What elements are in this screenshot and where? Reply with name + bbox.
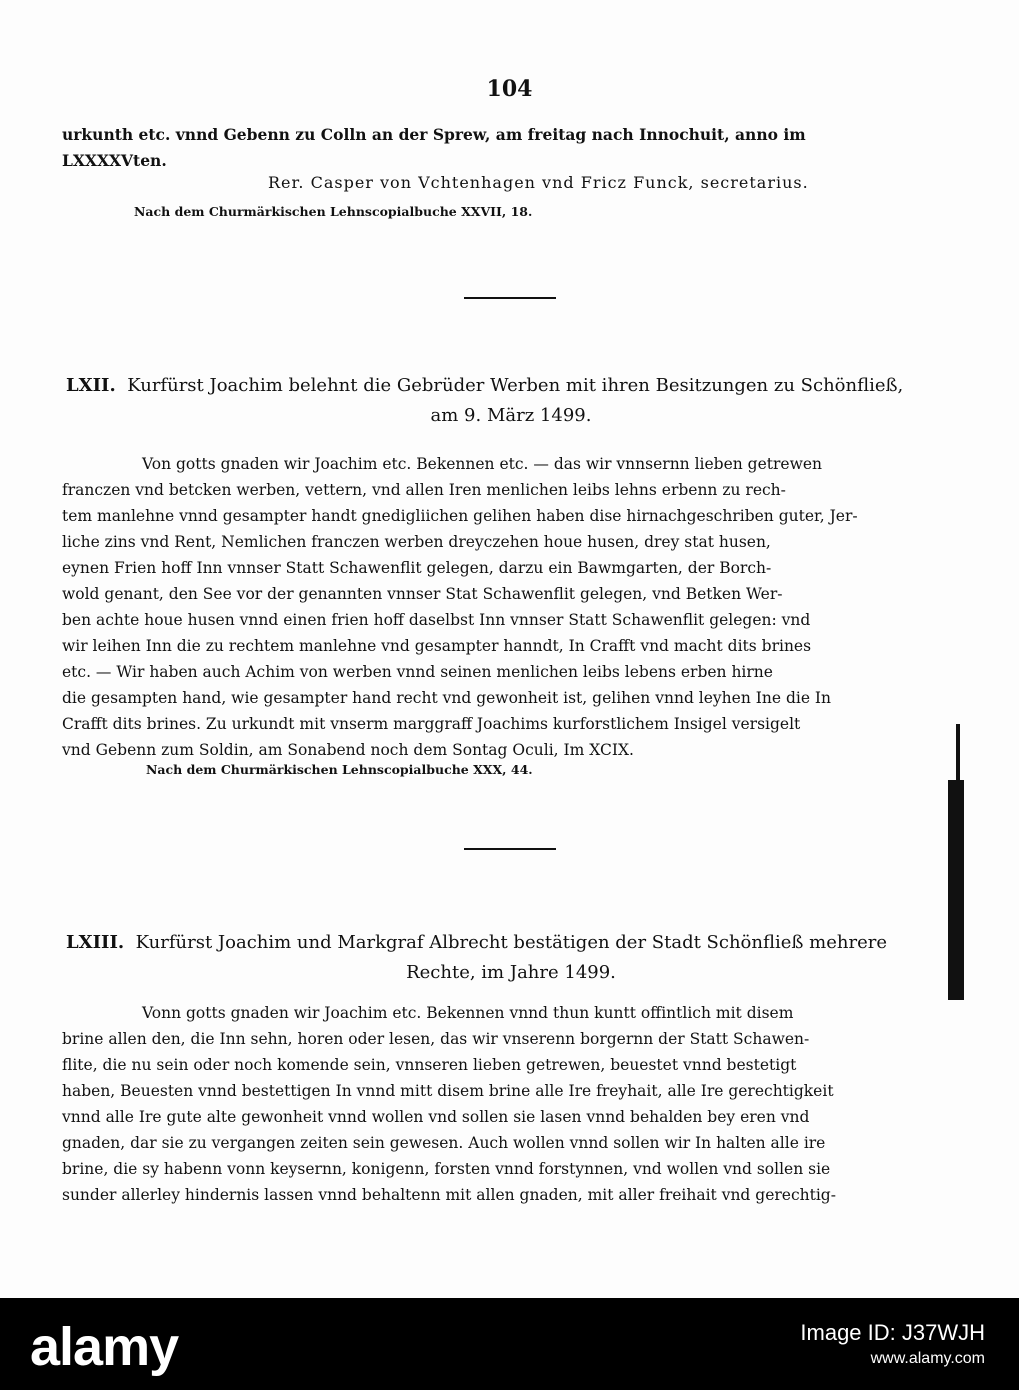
body-line: brine, die sy habenn vonn keysernn, konigenn, forsten vnnd forstynnen, vnd wollen vnd sollen sie bbox=[62, 1160, 831, 1178]
body-line: haben, Beuesten vnnd bestettigen In vnnd mitt disem brine alle Ire freyhait, alle Ire gerechtigkeit bbox=[62, 1082, 834, 1100]
scan-edge-shadow bbox=[948, 780, 964, 1000]
section-date-lxii: am 9. März 1499. bbox=[430, 405, 592, 426]
body-line: Von gotts gnaden wir Joachim etc. Bekennen etc. — das wir vnnsernn lieben getrewen bbox=[142, 455, 823, 473]
top-text-block bbox=[62, 122, 958, 174]
top-line-2: LXXXXVten. bbox=[62, 151, 167, 170]
body-line: tem manlehne vnnd gesampter handt gnedigliichen gelihen haben dise hirnachgeschriben guter, Jer- bbox=[62, 507, 858, 525]
scan-edge-mark bbox=[956, 724, 960, 784]
body-line: wold genant, den See vor der genannten vnnser Stat Schawenflit gelegen, vnd Betken Wer- bbox=[62, 585, 783, 603]
source-note-1: Nach dem Churmärkischen Lehnscopialbuche XXVII, 18. bbox=[134, 204, 533, 219]
section-divider-2 bbox=[464, 848, 556, 850]
section-number-lxiii: LXIII. bbox=[66, 932, 125, 953]
section-date-lxiii: Rechte, im Jahre 1499. bbox=[406, 962, 616, 983]
body-line: vnnd alle Ire gute alte gewonheit vnnd wollen vnd sollen sie lasen vnnd behalden bey eren vnd bbox=[62, 1108, 810, 1126]
body-line: ben achte houe husen vnnd einen frien hoff daselbst Inn vnnser Statt Schawenflit gelegen: vnd bbox=[62, 611, 811, 629]
signature-line: Rer. Casper von Vchtenhagen vnd Fricz Funck, secretarius. bbox=[268, 173, 809, 192]
body-line: flite, die nu sein oder noch komende sein, vnnseren lieben getrewen, beuestet vnnd bestetigt bbox=[62, 1056, 797, 1074]
image-id: Image ID: J37WJH bbox=[800, 1320, 985, 1345]
alamy-logo: alamy bbox=[30, 1317, 179, 1377]
page-number: 104 bbox=[486, 76, 533, 102]
body-line: die gesampten hand, wie gesampter hand recht vnd gewonheit ist, gelihen vnnd leyhen Ine die In bbox=[62, 689, 832, 707]
section-body-lxiii bbox=[62, 1000, 958, 1208]
section-title-lxiii: Kurfürst Joachim und Markgraf Albrecht bestätigen der Stadt Schönfließ mehrere bbox=[135, 932, 887, 953]
body-line: liche zins vnd Rent, Nemlichen franczen werben dreyczehen houe husen, drey stat husen, bbox=[62, 533, 771, 551]
body-line: brine allen den, die Inn sehn, horen oder lesen, das wir vnserenn borgernn der Statt Schawen- bbox=[62, 1030, 810, 1048]
section-heading-lxiii bbox=[66, 928, 956, 988]
body-line: gnaden, dar sie zu vergangen zeiten sein gewesen. Auch wollen vnnd sollen wir In halten alle ire bbox=[62, 1134, 826, 1152]
watermark-bar bbox=[0, 1298, 1019, 1390]
body-line: etc. — Wir haben auch Achim von werben vnnd seinen menlichen leibs lebens erben hirne bbox=[62, 663, 773, 681]
section-heading-lxii bbox=[66, 371, 956, 431]
body-line: eynen Frien hoff Inn vnnser Statt Schawenflit gelegen, darzu ein Bawmgarten, der Borch- bbox=[62, 559, 772, 577]
section-title-lxii: Kurfürst Joachim belehnt die Gebrüder Werben mit ihren Besitzungen zu Schönfließ, bbox=[127, 375, 904, 396]
body-line: wir leihen Inn die zu rechtem manlehne vnd gesampter hanndt, In Crafft vnd macht dits brines bbox=[62, 637, 812, 655]
section-number-lxii: LXII. bbox=[66, 375, 116, 396]
top-line-1: urkunth etc. vnnd Gebenn zu Colln an der Sprew, am freitag nach Innochuit, anno im bbox=[62, 125, 806, 144]
body-line: sunder allerley hindernis lassen vnnd behaltenn mit allen gnaden, mit aller freihait vnd gerechtig- bbox=[62, 1186, 836, 1204]
body-line: Crafft dits brines. Zu urkundt mit vnserm marggraff Joachims kurforstlichem Insigel versigelt bbox=[62, 715, 801, 733]
body-line: Vonn gotts gnaden wir Joachim etc. Bekennen vnnd thun kuntt offintlich mit disem bbox=[142, 1004, 794, 1022]
body-line: vnd Gebenn zum Soldin, am Sonabend noch dem Sontag Oculi, Im XCIX. bbox=[62, 741, 634, 759]
site-url: www.alamy.com bbox=[870, 1350, 985, 1367]
source-note-2: Nach dem Churmärkischen Lehnscopialbuche XXX, 44. bbox=[146, 762, 533, 777]
body-line: franczen vnd betcken werben, vettern, vnd allen Iren menlichen leibs lehns erbenn zu rech- bbox=[62, 481, 786, 499]
section-divider-1 bbox=[464, 297, 556, 299]
section-body-lxii bbox=[62, 451, 958, 763]
